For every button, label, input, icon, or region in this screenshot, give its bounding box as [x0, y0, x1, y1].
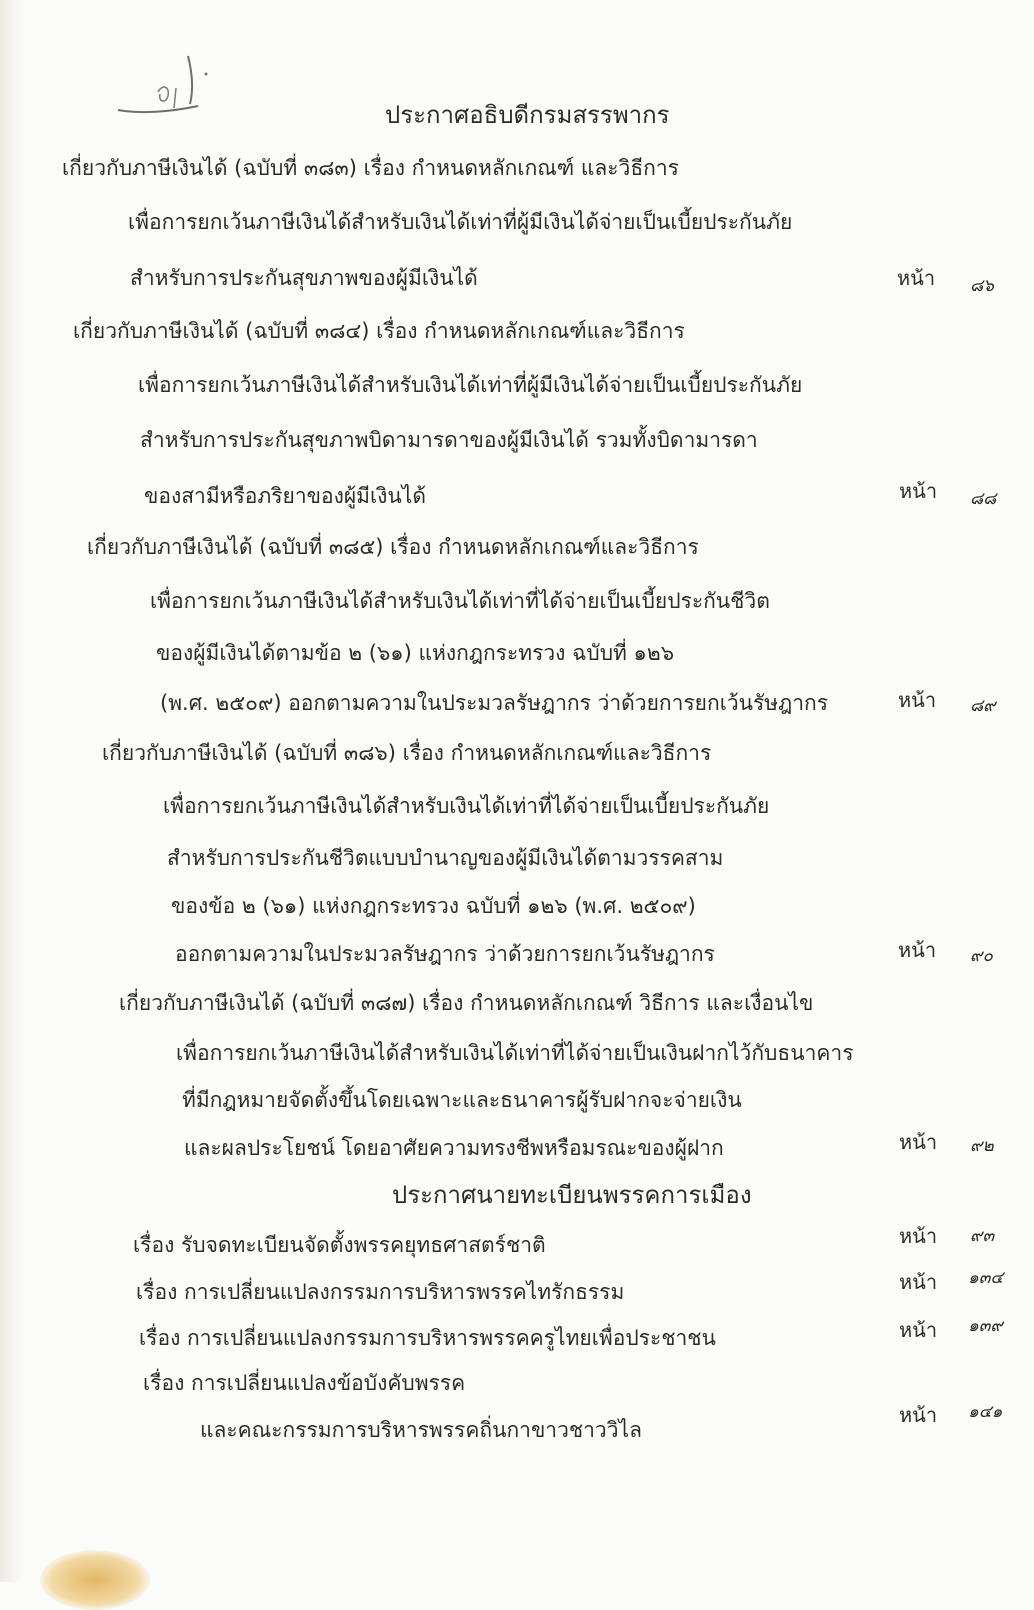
entry-line: สำหรับการประกันสุขภาพบิดามารดาของผู้มีเงินได้ รวมทั้งบิดามารดา [140, 428, 758, 452]
entry-line: และคณะกรรมการบริหารพรรคถิ่นกาขาวชาววิไล [200, 1418, 642, 1442]
entry-line: เรื่อง การเปลี่ยนแปลงข้อบังคับพรรค [143, 1371, 466, 1395]
page-number: ๑๓๙ [968, 1316, 1003, 1336]
entry-line: สำหรับการประกันชีวิตแบบบำนาญของผู้มีเงินได้ตามวรรคสาม [167, 846, 724, 870]
entry-line: และผลประโยชน์ โดยอาศัยความทรงชีพหรือมรณะของผู้ฝาก [184, 1136, 724, 1160]
page-label: หน้า [899, 1224, 938, 1248]
entry-line: (พ.ศ. ๒๕๐๙) ออกตามความในประมวลรัษฎากร ว่าด้วยการยกเว้นรัษฎากร [160, 691, 829, 715]
paper-stain [40, 1550, 150, 1610]
page-number: ๙๐ [970, 946, 993, 966]
entry-line: เกี่ยวกับภาษีเงินได้ (ฉบับที่ ๓๘๓) เรื่อง กำหนดหลักเกณฑ์ และวิธีการ [62, 156, 679, 180]
page-number: ๑๓๔ [968, 1268, 1004, 1288]
entry-line: เรื่อง รับจดทะเบียนจัดตั้งพรรคยุทธศาสตร์ชาติ [133, 1233, 546, 1257]
page-number: ๘๖ [970, 276, 994, 296]
entry-line: เพื่อการยกเว้นภาษีเงินได้สำหรับเงินได้เท่าที่ได้จ่ายเป็นเบี้ยประกันภัย [163, 794, 770, 818]
scan-edge-shadow [0, 0, 22, 1582]
page-label: หน้า [899, 1318, 938, 1342]
entry-line: เพื่อการยกเว้นภาษีเงินได้สำหรับเงินได้เท่าที่ผู้มีเงินได้จ่ายเป็นเบี้ยประกันภัย [138, 373, 803, 397]
page-number: ๑๔๑ [968, 1402, 1003, 1422]
page-number: ๘๘ [970, 489, 997, 509]
entry-line: เพื่อการยกเว้นภาษีเงินได้สำหรับเงินได้เท่าที่ผู้มีเงินได้จ่ายเป็นเบี้ยประกันภัย [128, 210, 793, 234]
entry-line: เพื่อการยกเว้นภาษีเงินได้สำหรับเงินได้เท่าที่ได้จ่ายเป็นเบี้ยประกันชีวิต [150, 589, 770, 613]
entry-line: ของสามีหรือภริยาของผู้มีเงินได้ [144, 484, 426, 508]
entry-line: เกี่ยวกับภาษีเงินได้ (ฉบับที่ ๓๘๗) เรื่อง กำหนดหลักเกณฑ์ วิธีการ และเงื่อนไข [119, 991, 814, 1015]
handwritten-mark [110, 48, 220, 128]
entry-line: ของข้อ ๒ (๖๑) แห่งกฎกระทรวง ฉบับที่ ๑๒๖ (พ.ศ. ๒๕๐๙) [171, 894, 696, 918]
page-label: หน้า [898, 688, 937, 712]
page-label: หน้า [899, 1270, 938, 1294]
entry-line: เพื่อการยกเว้นภาษีเงินได้สำหรับเงินได้เท่าที่ได้จ่ายเป็นเงินฝากไว้กับธนาคาร [176, 1041, 854, 1065]
heading-revenue-department: ประกาศอธิบดีกรมสรรพากร [385, 101, 670, 129]
page-number: ๙๓ [970, 1226, 995, 1246]
entry-line: เรื่อง การเปลี่ยนแปลงกรรมการบริหารพรรคไทรักธรรม [136, 1280, 625, 1304]
entry-line: เกี่ยวกับภาษีเงินได้ (ฉบับที่ ๓๘๖) เรื่อง กำหนดหลักเกณฑ์และวิธีการ [102, 741, 712, 765]
entry-line: ออกตามความในประมวลรัษฎากร ว่าด้วยการยกเว้นรัษฎากร [175, 942, 715, 966]
heading-political-party-registrar: ประกาศนายทะเบียนพรรคการเมือง [392, 1181, 752, 1209]
entry-line: เกี่ยวกับภาษีเงินได้ (ฉบับที่ ๓๘๕) เรื่อง กำหนดหลักเกณฑ์และวิธีการ [87, 535, 699, 559]
entry-line: เกี่ยวกับภาษีเงินได้ (ฉบับที่ ๓๘๔) เรื่อง กำหนดหลักเกณฑ์และวิธีการ [73, 319, 685, 343]
page-label: หน้า [899, 1403, 938, 1427]
entry-line: สำหรับการประกันสุขภาพของผู้มีเงินได้ [130, 266, 478, 290]
page-label: หน้า [898, 938, 937, 962]
entry-line: เรื่อง การเปลี่ยนแปลงกรรมการบริหารพรรคครูไทยเพื่อประชาชน [139, 1326, 716, 1350]
entry-line: ของผู้มีเงินได้ตามข้อ ๒ (๖๑) แห่งกฎกระทรวง ฉบับที่ ๑๒๖ [156, 641, 675, 665]
page-number: ๙๒ [970, 1136, 994, 1156]
entry-line: ที่มีกฎหมายจัดตั้งขึ้นโดยเฉพาะและธนาคารผู้รับฝากจะจ่ายเงิน [182, 1088, 742, 1112]
page-label: หน้า [899, 1130, 938, 1154]
page-number: ๘๙ [970, 696, 996, 716]
page-label: หน้า [897, 266, 936, 290]
page-label: หน้า [899, 479, 938, 503]
